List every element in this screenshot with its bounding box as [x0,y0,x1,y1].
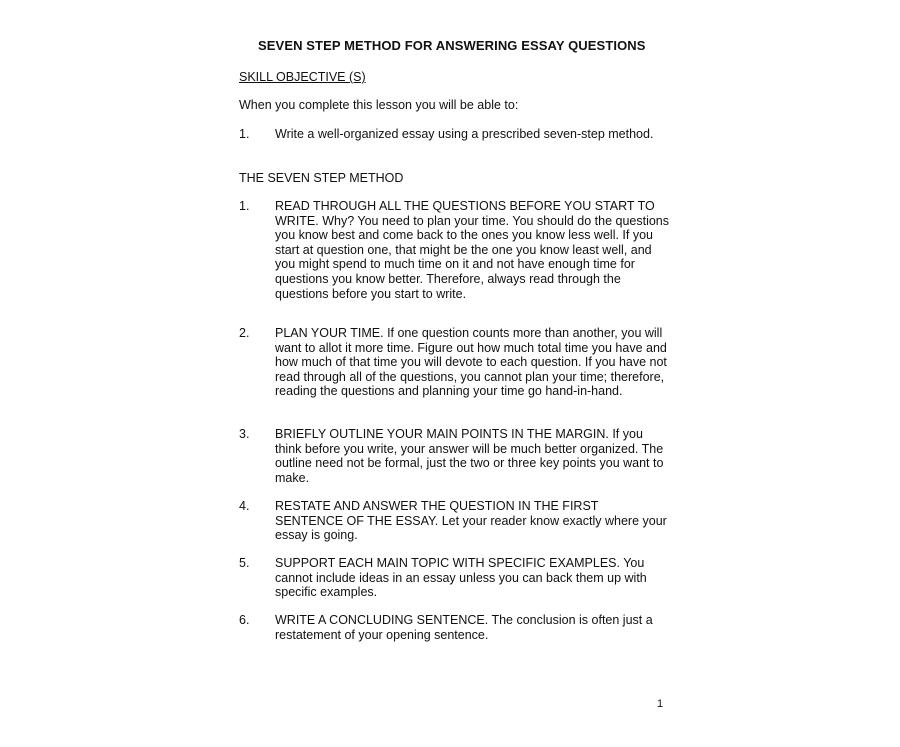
objective-text: Write a well-organized essay using a prescribed seven-step method. [275,127,654,141]
step-text: BRIEFLY OUTLINE YOUR MAIN POINTS IN THE MARGIN. If you think before you write, your answer will be much better organized. The outline need not be formal, just the two or three key points you want to make. [275,427,664,485]
step-number: 5. [239,556,250,570]
skill-objective-heading: SKILL OBJECTIVE (S) [239,70,366,84]
step-text: READ THROUGH ALL THE QUESTIONS BEFORE YOU START TO WRITE. Why? You need to plan your time. You should do the questions you know best and come back to the ones you know less well. If you start at question one, that might be the one you know least well, and you might spend to much time on it and not have enough time for questions you know better. Therefore, always read through the questions before you start to write. [275,199,670,301]
step-number: 3. [239,427,250,441]
step-text: WRITE A CONCLUDING SENTENCE. The conclusion is often just a restatement of your opening sentence. [275,613,653,642]
document-title: SEVEN STEP METHOD FOR ANSWERING ESSAY QUESTIONS [258,38,646,53]
step-text: RESTATE AND ANSWER THE QUESTION IN THE FIRST SENTENCE OF THE ESSAY. Let your reader know exactly where your essay is going. [275,499,667,543]
method-heading: THE SEVEN STEP METHOD [239,171,404,185]
objective-number: 1. [239,127,250,141]
step-number: 4. [239,499,250,513]
page-number: 1 [657,698,664,710]
step-number: 1. [239,199,250,213]
intro-sentence: When you complete this lesson you will be able to: [239,98,519,112]
step-text: SUPPORT EACH MAIN TOPIC WITH SPECIFIC EXAMPLES. You cannot include ideas in an essay unless you can back them up with specific examples. [275,556,647,600]
step-number: 6. [239,613,250,627]
step-number: 2. [239,326,250,340]
step-text: PLAN YOUR TIME. If one question counts more than another, you will want to allot it more time. Figure out how much total time you have and how much of that time you will devote to each question. If you have not read through all of the questions, you cannot plan your time; therefore, reading the questions and planning your time go hand-in-hand. [275,326,667,399]
